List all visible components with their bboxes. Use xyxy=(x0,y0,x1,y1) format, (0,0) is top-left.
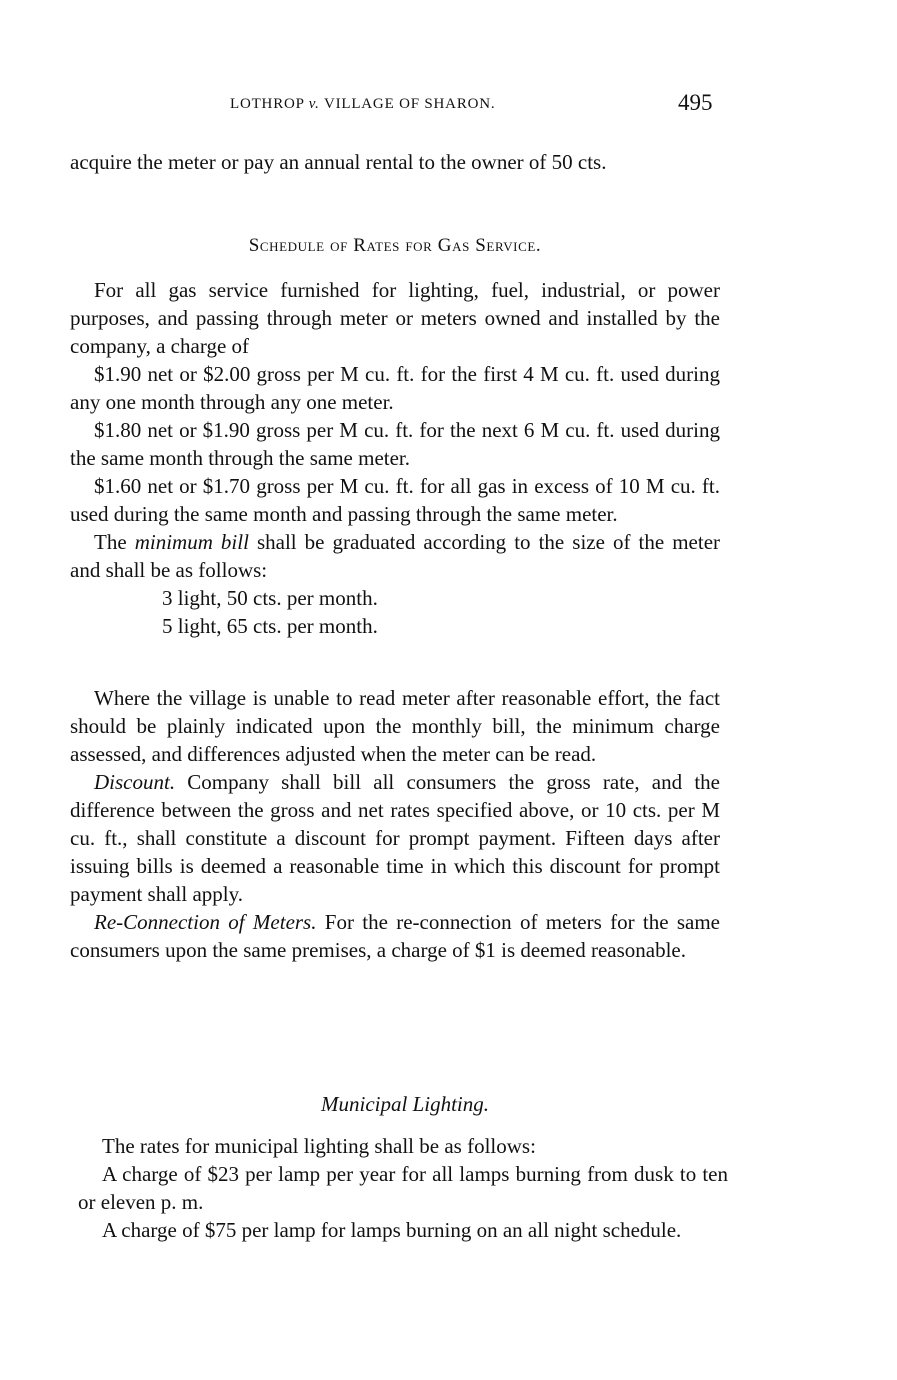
page-number: 495 xyxy=(678,90,713,115)
gas-rate-2: $1.80 net or $1.90 gross per M cu. ft. for the next 6 M cu. ft. used during the same month through the same meter. xyxy=(70,418,720,470)
gas-rate-1: $1.90 net or $2.00 gross per M cu. ft. for the first 4 M cu. ft. used during any one month through any one meter. xyxy=(70,362,720,414)
running-title-post: VILLAGE OF SHARON. xyxy=(319,96,496,112)
municipal-intro: The rates for municipal lighting shall be as follows: xyxy=(102,1134,536,1158)
min-pre: The xyxy=(94,530,135,554)
top-paragraph: acquire the meter or pay an annual rental to the owner of 50 cts. xyxy=(70,150,607,174)
running-title-pre: LOTHROP xyxy=(230,96,309,112)
min-post: shall be graduated according to the size of the meter and shall be as follows: xyxy=(70,530,721,582)
gas-section-heading: Schedule of Rates for Gas Service. xyxy=(248,235,542,256)
gas-rate-3: $1.60 net or $1.70 gross per M cu. ft. for all gas in excess of 10 M cu. ft. used during the same month and passing through the same meter. xyxy=(70,474,720,526)
discount-paragraph xyxy=(70,768,720,908)
min-item-5-light: 5 light, 65 cts. per month. xyxy=(162,614,378,638)
reconnection-paragraph xyxy=(70,908,720,964)
reconnection-label: Re-Connection of Meters. xyxy=(94,910,317,934)
top-paragraph-block xyxy=(70,148,720,176)
municipal-rate-2: A charge of $75 per lamp for lamps burning on an all night schedule. xyxy=(102,1218,682,1242)
municipal-rate-1: A charge of $23 per lamp per year for all lamps burning from dusk to ten or eleven p. m. xyxy=(78,1162,728,1214)
discount-label: Discount. xyxy=(94,770,176,794)
municipal-heading-text: Municipal Lighting. xyxy=(321,1092,489,1116)
minimum-bill-paragraph xyxy=(70,528,720,584)
discount-text: Company shall bill all consumers the gross rate, and the difference between the gross and net rates specified above, or 10 cts. per M cu. ft., shall constitute a discount for prompt payment. Fifteen days after issuing bills is deemed a reasonable time in which this discount for prompt payment shall apply. xyxy=(70,770,720,906)
min-item-3-light: 3 light, 50 cts. per month. xyxy=(162,586,378,610)
municipal-heading xyxy=(80,1090,730,1118)
min-italic: minimum bill xyxy=(134,530,249,554)
municipal-block xyxy=(78,1132,728,1244)
gas-rates-block xyxy=(70,276,720,640)
unable-to-read-paragraph: Where the village is unable to read meter after reasonable effort, the fact should be plainly indicated upon the monthly bill, the minimum charge assessed, and differences adjusted when the meter can be read. xyxy=(70,686,720,766)
running-header xyxy=(230,96,560,113)
gas-intro: For all gas service furnished for lighting, fuel, industrial, or power purposes, and passing through meter or meters owned and installed by the company, a charge of xyxy=(70,278,720,358)
reconnection-text: For the re-connection of meters for the same consumers upon the same premises, a charge of $1 is deemed reasonable. xyxy=(70,910,720,962)
gas-terms-block xyxy=(70,684,720,964)
running-title-v: v. xyxy=(308,96,320,112)
